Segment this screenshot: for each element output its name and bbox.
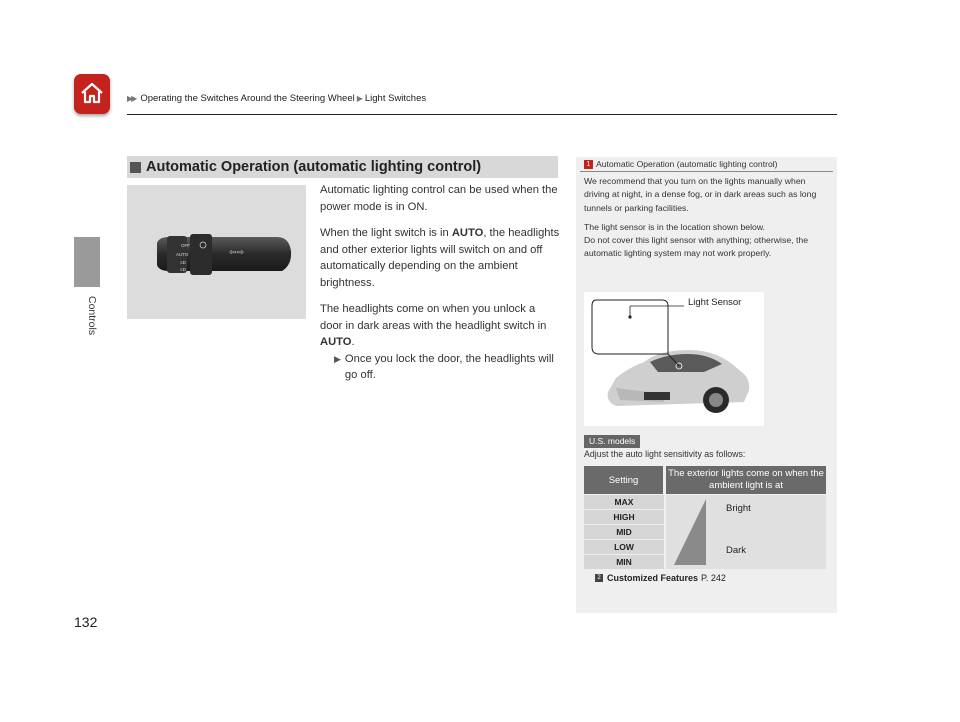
note-number-badge: 1: [584, 160, 593, 169]
switch-label: OFF: [181, 243, 190, 248]
home-button[interactable]: [74, 74, 110, 114]
light-sensor-label: Light Sensor: [688, 297, 742, 308]
note-text: Once you lock the door, the headlights will go off.: [344, 352, 554, 381]
chapter-tab: [74, 237, 100, 287]
reference-link[interactable]: Customized Features: [607, 573, 699, 583]
arrow-icon: ▶: [334, 353, 341, 364]
body-text: [320, 182, 560, 384]
brightness-scale: [666, 495, 826, 569]
table-row: HIGH: [584, 510, 664, 524]
switch-label: AUTO: [176, 252, 189, 257]
side-note-title: 1 Automatic Operation (automatic lighting control): [584, 159, 778, 169]
note: [334, 351, 560, 384]
page-number: 132: [74, 614, 98, 630]
breadcrumb-arrow-icon: ▶: [356, 94, 363, 103]
paragraph: When the light switch is in AUTO, the headlights and other exterior lights will switch on and off automatically depending on the ambient brightness.: [320, 227, 560, 289]
table-row: MID: [584, 525, 664, 539]
side-note-panel: [576, 157, 837, 613]
table-header-setting: Setting: [584, 466, 663, 494]
light-sensor-photo: [584, 292, 764, 426]
breadcrumb-item[interactable]: Operating the Switches Around the Steering Wheel: [140, 93, 355, 104]
breadcrumb-arrow-icon: ▶▶: [127, 94, 136, 103]
section-square-icon: [130, 162, 141, 173]
breadcrumb: [127, 93, 426, 104]
side-note-text: [584, 175, 832, 267]
svg-text:≡D: ≡D: [180, 260, 186, 265]
divider: [580, 171, 833, 172]
adjust-text: Adjust the auto light sensitivity as follows:: [584, 449, 746, 459]
dark-label: Dark: [726, 545, 747, 556]
table-row: MIN: [584, 555, 664, 569]
reference-icon: 2: [595, 574, 603, 582]
chapter-label: Controls: [86, 296, 98, 336]
light-switch-photo: [127, 185, 306, 319]
table-header-description: The exterior lights come on when the ambient light is at: [666, 466, 826, 494]
svg-text:⇦⇨: ⇦⇨: [229, 248, 245, 258]
paragraph: We recommend that you turn on the lights manually when driving at night, in a dense fog, or in dark areas such as long tunnels or parking facilities.: [584, 176, 817, 213]
svg-text:≡D: ≡D: [180, 267, 186, 272]
paragraph: Automatic lighting control can be used when the power mode is in ON.: [320, 184, 558, 213]
bright-label: Bright: [726, 503, 751, 514]
home-icon: [80, 81, 104, 105]
paragraph: The headlights come on when you unlock a door in dark areas with the headlight switch in AUTO.: [320, 303, 547, 348]
paragraph: The light sensor is in the location shown below. Do not cover this light sensor with anything; otherwise, the automatic lighting system may not work properly.: [584, 221, 809, 259]
reference-page: P. 242: [701, 573, 726, 583]
region-badge: U.S. models: [584, 435, 640, 448]
table-row: LOW: [584, 540, 664, 554]
cross-reference[interactable]: [595, 573, 726, 583]
section-title: Automatic Operation (automatic lighting control): [146, 159, 482, 175]
settings-list: [584, 495, 664, 570]
table-row: MAX: [584, 495, 664, 509]
header-divider: [127, 114, 837, 115]
breadcrumb-item[interactable]: Light Switches: [364, 93, 427, 104]
section-heading: [127, 156, 558, 178]
